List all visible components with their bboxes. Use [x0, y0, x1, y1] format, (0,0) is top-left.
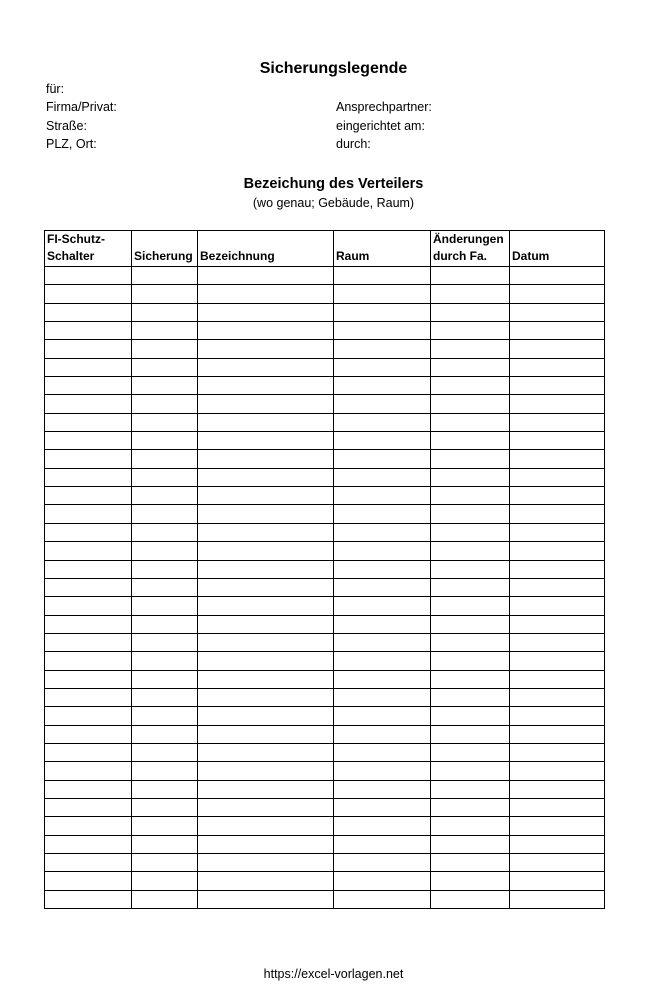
table-cell[interactable] — [334, 523, 431, 541]
table-cell[interactable] — [431, 707, 510, 725]
table-cell[interactable] — [431, 780, 510, 798]
table-cell[interactable] — [510, 542, 605, 560]
table-cell[interactable] — [510, 597, 605, 615]
table-cell[interactable] — [198, 413, 334, 431]
table-cell[interactable] — [132, 468, 198, 486]
table-cell[interactable] — [45, 743, 132, 761]
table-cell[interactable] — [334, 725, 431, 743]
table-cell[interactable] — [510, 322, 605, 340]
col-header-aenderungen: Änderungen durch Fa. — [431, 231, 510, 267]
table-cell[interactable] — [45, 523, 132, 541]
table-cell[interactable] — [132, 285, 198, 303]
table-cell[interactable] — [198, 780, 334, 798]
table-cell[interactable] — [510, 872, 605, 890]
table-row — [45, 523, 605, 541]
table-cell[interactable] — [431, 377, 510, 395]
table-cell[interactable] — [198, 854, 334, 872]
table-cell[interactable] — [198, 597, 334, 615]
col-header-sicherung: Sicherung — [132, 231, 198, 267]
table-cell[interactable] — [132, 762, 198, 780]
label-durch: durch: — [336, 137, 371, 151]
table-row — [45, 377, 605, 395]
table-cell[interactable] — [510, 688, 605, 706]
table-cell[interactable] — [198, 523, 334, 541]
table-cell[interactable] — [45, 707, 132, 725]
table-cell[interactable] — [198, 798, 334, 816]
table-cell[interactable] — [334, 762, 431, 780]
table-cell[interactable] — [198, 725, 334, 743]
table-cell[interactable] — [45, 322, 132, 340]
table-cell[interactable] — [132, 523, 198, 541]
col-header-fi-schutzschalter: FI-Schutz- Schalter — [45, 231, 132, 267]
table-cell[interactable] — [510, 890, 605, 908]
table-cell[interactable] — [431, 267, 510, 285]
table-cell[interactable] — [132, 817, 198, 835]
table-cell[interactable] — [198, 817, 334, 835]
table-cell[interactable] — [334, 468, 431, 486]
table-row — [45, 597, 605, 615]
table-cell[interactable] — [132, 597, 198, 615]
table-cell[interactable] — [510, 413, 605, 431]
table-cell[interactable] — [431, 560, 510, 578]
table-cell[interactable] — [431, 285, 510, 303]
table-cell[interactable] — [132, 413, 198, 431]
table-cell[interactable] — [45, 670, 132, 688]
table-cell[interactable] — [45, 835, 132, 853]
label-firma-privat: Firma/Privat: — [46, 100, 117, 114]
table-cell[interactable] — [45, 395, 132, 413]
table-cell[interactable] — [45, 762, 132, 780]
col-header-raum: Raum — [334, 231, 431, 267]
table-cell[interactable] — [334, 358, 431, 376]
table-cell[interactable] — [334, 285, 431, 303]
table-cell[interactable] — [198, 835, 334, 853]
table-cell[interactable] — [45, 560, 132, 578]
fuse-legend-table — [44, 230, 605, 909]
table-cell[interactable] — [334, 487, 431, 505]
table-row — [45, 762, 605, 780]
table-cell[interactable] — [198, 633, 334, 651]
table-row — [45, 560, 605, 578]
section-title: Bezeichung des Verteilers — [243, 176, 424, 192]
table-cell[interactable] — [334, 780, 431, 798]
table-cell[interactable] — [431, 725, 510, 743]
table-cell[interactable] — [431, 413, 510, 431]
table-cell[interactable] — [132, 340, 198, 358]
table-cell[interactable] — [334, 340, 431, 358]
table-row — [45, 835, 605, 853]
col-header-bezeichnung: Bezeichnung — [198, 231, 334, 267]
table-cell[interactable] — [431, 322, 510, 340]
table-cell[interactable] — [334, 322, 431, 340]
table-cell[interactable] — [431, 615, 510, 633]
table-row — [45, 505, 605, 523]
table-cell[interactable] — [198, 743, 334, 761]
table-cell[interactable] — [132, 377, 198, 395]
table-cell[interactable] — [510, 854, 605, 872]
table-row — [45, 743, 605, 761]
table-cell[interactable] — [334, 505, 431, 523]
label-plz-ort: PLZ, Ort: — [46, 137, 97, 151]
table-cell[interactable] — [510, 780, 605, 798]
table-cell[interactable] — [45, 688, 132, 706]
table-cell[interactable] — [198, 340, 334, 358]
table-cell[interactable] — [431, 303, 510, 321]
table-cell[interactable] — [132, 743, 198, 761]
table-cell[interactable] — [45, 377, 132, 395]
table-cell[interactable] — [198, 267, 334, 285]
table-cell[interactable] — [45, 303, 132, 321]
table-cell[interactable] — [132, 303, 198, 321]
table-cell[interactable] — [510, 468, 605, 486]
table-cell[interactable] — [334, 633, 431, 651]
table-cell[interactable] — [510, 707, 605, 725]
table-row — [45, 487, 605, 505]
table-cell[interactable] — [45, 725, 132, 743]
table-cell[interactable] — [132, 707, 198, 725]
table-cell[interactable] — [510, 340, 605, 358]
table-cell[interactable] — [431, 505, 510, 523]
table-cell[interactable] — [334, 377, 431, 395]
table-row — [45, 725, 605, 743]
table-cell[interactable] — [334, 652, 431, 670]
table-cell[interactable] — [431, 670, 510, 688]
table-cell[interactable] — [431, 395, 510, 413]
table-cell[interactable] — [198, 542, 334, 560]
table-row — [45, 798, 605, 816]
col-header-datum: Datum — [510, 231, 605, 267]
table-cell[interactable] — [132, 835, 198, 853]
table-cell[interactable] — [132, 450, 198, 468]
table-cell[interactable] — [45, 505, 132, 523]
table-cell[interactable] — [45, 487, 132, 505]
table-cell[interactable] — [45, 872, 132, 890]
table-header-row — [45, 231, 605, 267]
section-note: (wo genau; Gebäude, Raum) — [252, 196, 415, 210]
table-cell[interactable] — [334, 578, 431, 596]
label-fuer: für: — [46, 82, 65, 96]
table-cell[interactable] — [334, 798, 431, 816]
table-cell[interactable] — [431, 835, 510, 853]
table-cell[interactable] — [132, 652, 198, 670]
table-cell[interactable] — [334, 688, 431, 706]
table-cell[interactable] — [198, 505, 334, 523]
table-row — [45, 450, 605, 468]
table-cell[interactable] — [198, 395, 334, 413]
table-cell[interactable] — [132, 560, 198, 578]
table-cell[interactable] — [431, 597, 510, 615]
table-cell[interactable] — [198, 285, 334, 303]
table-row — [45, 670, 605, 688]
table-cell[interactable] — [431, 854, 510, 872]
table-row — [45, 468, 605, 486]
table-cell[interactable] — [431, 798, 510, 816]
footer-url[interactable]: https://excel-vorlagen.net — [263, 967, 404, 981]
table-cell[interactable] — [334, 560, 431, 578]
table-cell[interactable] — [45, 652, 132, 670]
table-cell[interactable] — [510, 267, 605, 285]
table-cell[interactable] — [45, 633, 132, 651]
table-row — [45, 395, 605, 413]
table-cell[interactable] — [132, 670, 198, 688]
table-cell[interactable] — [45, 780, 132, 798]
table-cell[interactable] — [334, 670, 431, 688]
table-cell[interactable] — [132, 780, 198, 798]
table-cell[interactable] — [510, 670, 605, 688]
table-cell[interactable] — [510, 652, 605, 670]
table-cell[interactable] — [132, 267, 198, 285]
table-row — [45, 413, 605, 431]
table-row — [45, 267, 605, 285]
table-cell[interactable] — [45, 285, 132, 303]
table-cell[interactable] — [334, 707, 431, 725]
table-cell[interactable] — [431, 450, 510, 468]
table-cell[interactable] — [431, 688, 510, 706]
table-cell[interactable] — [334, 743, 431, 761]
table-cell[interactable] — [198, 487, 334, 505]
table-cell[interactable] — [334, 267, 431, 285]
table-row — [45, 890, 605, 908]
table-cell[interactable] — [510, 395, 605, 413]
table-cell[interactable] — [132, 322, 198, 340]
table-cell[interactable] — [198, 377, 334, 395]
table-cell[interactable] — [45, 542, 132, 560]
table-row — [45, 652, 605, 670]
table-row — [45, 633, 605, 651]
table-cell[interactable] — [510, 578, 605, 596]
table-cell[interactable] — [198, 872, 334, 890]
table-cell[interactable] — [431, 578, 510, 596]
table-cell[interactable] — [510, 285, 605, 303]
table-cell[interactable] — [510, 505, 605, 523]
table-row — [45, 303, 605, 321]
table-cell[interactable] — [198, 762, 334, 780]
table-cell[interactable] — [45, 854, 132, 872]
table-cell[interactable] — [198, 468, 334, 486]
table-cell[interactable] — [431, 523, 510, 541]
table-row — [45, 817, 605, 835]
table-body — [45, 267, 605, 909]
table-cell[interactable] — [45, 890, 132, 908]
table-cell[interactable] — [45, 413, 132, 431]
table-cell[interactable] — [334, 597, 431, 615]
table-cell[interactable] — [510, 303, 605, 321]
table-row — [45, 707, 605, 725]
table-cell[interactable] — [510, 835, 605, 853]
table-cell[interactable] — [45, 597, 132, 615]
table-row — [45, 854, 605, 872]
table-cell[interactable] — [198, 322, 334, 340]
table-cell[interactable] — [198, 615, 334, 633]
table-cell[interactable] — [431, 358, 510, 376]
table-cell[interactable] — [198, 890, 334, 908]
table-cell[interactable] — [431, 872, 510, 890]
table-row — [45, 322, 605, 340]
table-cell[interactable] — [132, 798, 198, 816]
table-cell[interactable] — [334, 854, 431, 872]
table-cell[interactable] — [510, 560, 605, 578]
table-row — [45, 872, 605, 890]
table-cell[interactable] — [198, 670, 334, 688]
page-title: Sicherungslegende — [259, 60, 408, 77]
table-cell[interactable] — [132, 725, 198, 743]
table-row — [45, 615, 605, 633]
table-row — [45, 780, 605, 798]
table-cell[interactable] — [45, 817, 132, 835]
table-cell[interactable] — [132, 615, 198, 633]
table-cell[interactable] — [431, 762, 510, 780]
table-cell[interactable] — [510, 743, 605, 761]
table-cell[interactable] — [431, 652, 510, 670]
table-cell[interactable] — [198, 578, 334, 596]
table-cell[interactable] — [334, 395, 431, 413]
table-cell[interactable] — [132, 688, 198, 706]
table-cell[interactable] — [510, 487, 605, 505]
table-cell[interactable] — [198, 450, 334, 468]
table-cell[interactable] — [198, 560, 334, 578]
table-cell[interactable] — [334, 450, 431, 468]
label-strasse: Straße: — [46, 119, 87, 133]
table-cell[interactable] — [132, 633, 198, 651]
table-cell[interactable] — [334, 413, 431, 431]
table-cell[interactable] — [431, 542, 510, 560]
table-cell[interactable] — [431, 817, 510, 835]
table-cell[interactable] — [510, 817, 605, 835]
table-cell[interactable] — [431, 468, 510, 486]
table-row — [45, 285, 605, 303]
table-cell[interactable] — [334, 542, 431, 560]
table-cell[interactable] — [132, 578, 198, 596]
table-cell[interactable] — [198, 358, 334, 376]
table-cell[interactable] — [334, 303, 431, 321]
table-cell[interactable] — [510, 450, 605, 468]
table-row — [45, 578, 605, 596]
table-cell[interactable] — [510, 798, 605, 816]
label-ansprechpartner: Ansprechpartner: — [336, 100, 432, 114]
table-cell[interactable] — [132, 487, 198, 505]
table-cell[interactable] — [45, 450, 132, 468]
table-cell[interactable] — [198, 707, 334, 725]
table-cell[interactable] — [510, 725, 605, 743]
table-cell[interactable] — [510, 633, 605, 651]
table-row — [45, 340, 605, 358]
table-cell[interactable] — [431, 432, 510, 450]
table-cell[interactable] — [132, 854, 198, 872]
table-cell[interactable] — [510, 377, 605, 395]
table-cell[interactable] — [45, 340, 132, 358]
table-cell[interactable] — [510, 762, 605, 780]
table-cell[interactable] — [132, 505, 198, 523]
table-cell[interactable] — [334, 817, 431, 835]
table-cell[interactable] — [132, 872, 198, 890]
table-cell[interactable] — [431, 743, 510, 761]
table-cell[interactable] — [132, 890, 198, 908]
table-cell[interactable] — [45, 798, 132, 816]
table-cell[interactable] — [45, 468, 132, 486]
table-cell[interactable] — [132, 358, 198, 376]
table-cell[interactable] — [510, 432, 605, 450]
table-cell[interactable] — [334, 890, 431, 908]
table-cell[interactable] — [132, 395, 198, 413]
table-cell[interactable] — [334, 615, 431, 633]
table-cell[interactable] — [45, 267, 132, 285]
table-cell[interactable] — [431, 340, 510, 358]
table-cell[interactable] — [334, 835, 431, 853]
table-cell[interactable] — [132, 542, 198, 560]
table-cell[interactable] — [198, 652, 334, 670]
table-cell[interactable] — [431, 633, 510, 651]
table-row — [45, 432, 605, 450]
table-row — [45, 358, 605, 376]
table-cell[interactable] — [45, 358, 132, 376]
table-cell[interactable] — [431, 487, 510, 505]
table-cell[interactable] — [510, 523, 605, 541]
table-cell[interactable] — [334, 432, 431, 450]
table-cell[interactable] — [198, 432, 334, 450]
table-cell[interactable] — [45, 615, 132, 633]
table-row — [45, 688, 605, 706]
label-eingerichtet-am: eingerichtet am: — [336, 119, 425, 133]
table-cell[interactable] — [198, 688, 334, 706]
table-cell[interactable] — [132, 432, 198, 450]
table-cell[interactable] — [431, 890, 510, 908]
table-row — [45, 542, 605, 560]
table-cell[interactable] — [510, 358, 605, 376]
table-cell[interactable] — [45, 578, 132, 596]
table-cell[interactable] — [198, 303, 334, 321]
table-cell[interactable] — [45, 432, 132, 450]
table-cell[interactable] — [334, 872, 431, 890]
table-cell[interactable] — [510, 615, 605, 633]
